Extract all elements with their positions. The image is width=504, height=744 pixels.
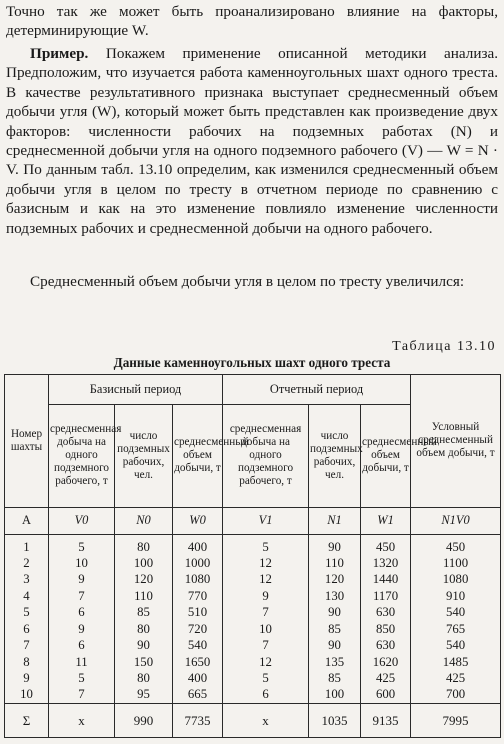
table-cell: 11 [49,654,115,670]
table-cell: 10 [5,687,49,703]
table-cell: 80 [115,670,173,686]
table-cell: 425 [411,670,501,686]
table-cell: 6 [223,687,309,703]
table-cell: 6 [5,621,49,637]
table-row [5,687,501,703]
table-cell: 150 [115,654,173,670]
total-cell: x [223,703,309,737]
table-cell: 630 [361,605,411,621]
table-cell: 90 [115,637,173,653]
table-cell: 12 [223,572,309,588]
header-report-v: среднесменная добыча на одного подземного рабочего, т [223,404,309,507]
example-text: Покажем применение описанной методики анализа. Предположим, что изучается работа каменноугольных шахт одного треста. В качестве результативного признака выступает среднесменный объем добычи угля (W), который может быть представлен как произведение двух факторов: численности рабочих на подземных работах (N) и среднесменной добычи угля на одного подземного рабочего (V) — W = N · V. По данным табл. 13.10 определим, как изменился среднесменный объем добычи угля в целом по тресту в отчетном периоде по сравнению с базисным и как на это изменение повлияло изменение численности подземных рабочих и среднесменной добычи на одного рабочего. [6,45,498,237]
table-cell: 5 [49,535,115,555]
table-cell: 85 [309,670,361,686]
table-cell: 770 [173,588,223,604]
total-cell: x [49,703,115,737]
table-cell: 10 [49,555,115,571]
total-cell: 990 [115,703,173,737]
table-cell: 630 [361,637,411,653]
header-conditional-volume: Условный среднесменный объем добычи, т [411,375,501,508]
table-cell: 95 [115,687,173,703]
table-row [5,670,501,686]
table-row [5,588,501,604]
table-cell: 1080 [173,572,223,588]
table-cell: 90 [309,605,361,621]
table-cell: 540 [411,637,501,653]
table-cell: 5 [223,670,309,686]
table-cell: 510 [173,605,223,621]
table-row [5,621,501,637]
total-cell: 7995 [411,703,501,737]
table-cell: 130 [309,588,361,604]
table-cell: 1320 [361,555,411,571]
symbol-a: А [5,507,49,535]
table-cell: 7 [223,637,309,653]
table-cell: 10 [223,621,309,637]
table-cell: 120 [115,572,173,588]
table-cell: 720 [173,621,223,637]
paragraph-example [6,44,498,238]
table-cell: 5 [5,605,49,621]
example-label: Пример. [30,45,89,62]
table-row [5,535,501,555]
table-cell: 1620 [361,654,411,670]
table-cell: 665 [173,687,223,703]
header-report-n: число подземных рабочих, чел. [309,404,361,507]
table-cell: 9 [49,572,115,588]
table-cell: 4 [5,588,49,604]
header-base-v: среднесменная добыча на одного подземного рабочего, т [49,404,115,507]
mines-data-table [4,374,501,738]
table-cell: 910 [411,588,501,604]
table-cell: 765 [411,621,501,637]
table-cell: 1170 [361,588,411,604]
table-row [5,555,501,571]
table-cell: 425 [361,670,411,686]
paragraph-intro: Точно так же может быть проанализировано влияние на факторы, детерминирующие W. [6,3,498,40]
table-cell: 85 [115,605,173,621]
paragraph-conclusion: Среднесменный объем добычи угля в целом по тресту увеличился: [30,273,465,290]
table-cell: 600 [361,687,411,703]
header-report-period: Отчетный период [223,375,411,405]
table-cell: 120 [309,572,361,588]
symbol-n0: N0 [115,507,173,535]
table-cell: 9 [223,588,309,604]
table-cell: 7 [5,637,49,653]
table-cell: 9 [5,670,49,686]
table-cell: 1080 [411,572,501,588]
table-cell: 450 [361,535,411,555]
table-cell: 700 [411,687,501,703]
table-row [5,605,501,621]
table-cell: 8 [5,654,49,670]
table-cell: 2 [5,555,49,571]
total-cell: 7735 [173,703,223,737]
table-cell: 540 [411,605,501,621]
table-cell: 12 [223,654,309,670]
symbol-v0: V0 [49,507,115,535]
table-cell: 9 [49,621,115,637]
table-cell: 850 [361,621,411,637]
table-cell: 110 [115,588,173,604]
symbol-n1: N1 [309,507,361,535]
table-cell: 400 [173,535,223,555]
header-report-w: среднесменный объем добычи, т [361,404,411,507]
table-cell: 12 [223,555,309,571]
table-cell: 85 [309,621,361,637]
table-cell: 450 [411,535,501,555]
table-cell: 90 [309,637,361,653]
table-cell: 7 [49,687,115,703]
header-base-n: число подземных рабочих, чел. [115,404,173,507]
table-cell: 540 [173,637,223,653]
table-cell: 3 [5,572,49,588]
table-cell: 5 [223,535,309,555]
table-cell: 100 [309,687,361,703]
table-cell: 1 [5,535,49,555]
header-base-period: Базисный период [49,375,223,405]
table-cell: 1485 [411,654,501,670]
table-cell: 80 [115,621,173,637]
table-cell: 100 [115,555,173,571]
table-cell: 110 [309,555,361,571]
table-row [5,572,501,588]
total-cell: 9135 [361,703,411,737]
table-cell: 90 [309,535,361,555]
table-cell: 6 [49,605,115,621]
table-total-row [5,703,501,737]
symbol-w1: W1 [361,507,411,535]
table-row [5,637,501,653]
table-cell: 1100 [411,555,501,571]
table-caption: Таблица 13.10 [392,339,496,354]
table-cell: 7 [223,605,309,621]
table-row [5,654,501,670]
table-cell: 5 [49,670,115,686]
table-cell: 6 [49,637,115,653]
table-cell: 135 [309,654,361,670]
table-cell: 1000 [173,555,223,571]
table-cell: 80 [115,535,173,555]
symbol-n1v0: N1V0 [411,507,501,535]
symbol-v1: V1 [223,507,309,535]
table-cell: 7 [49,588,115,604]
table-title: Данные каменноугольных шахт одного треста [113,355,391,370]
table-cell: 400 [173,670,223,686]
header-mine-number: Номер шахты [5,375,49,508]
total-cell: Σ [5,703,49,737]
table-cell: 1650 [173,654,223,670]
header-base-w: среднесменный объем добычи, т [173,404,223,507]
table-cell: 1440 [361,572,411,588]
total-cell: 1035 [309,703,361,737]
symbol-w0: W0 [173,507,223,535]
